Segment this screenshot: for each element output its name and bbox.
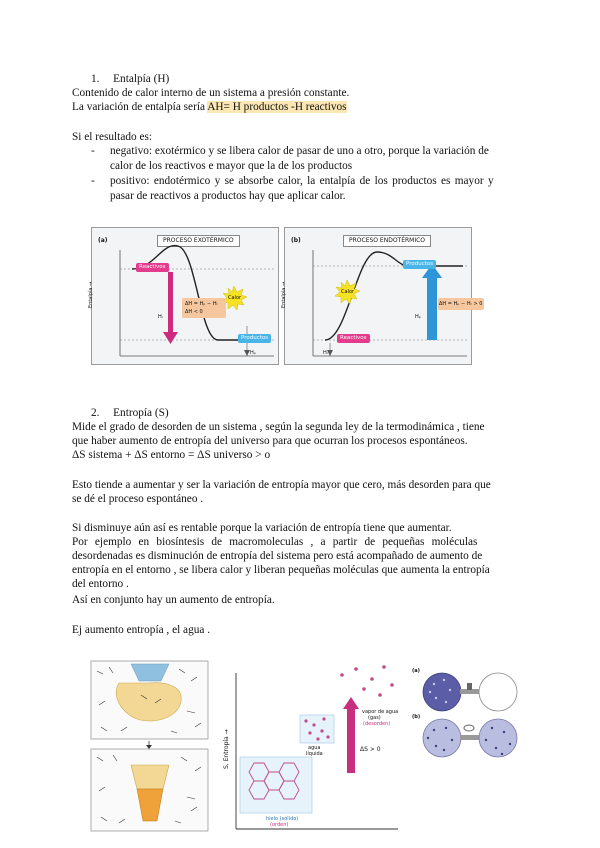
list-item: [91, 174, 528, 203]
reactants-box: Reactivos: [337, 334, 370, 343]
panel-b-tag: (b): [291, 237, 301, 244]
molecular-panels: [91, 661, 208, 831]
example-line2: desordenadas es disminución de entropía del sistema pero está acompañado de aumento de: [72, 550, 483, 562]
exothermic-title: PROCESO EXOTÉRMICO: [157, 235, 240, 247]
section1-number: 1.: [91, 73, 100, 85]
energy-curve: [132, 246, 270, 340]
bullet-marker: -: [91, 175, 95, 187]
delta-s-label: ΔS > 0: [360, 746, 381, 753]
endothermic-title: PROCESO ENDOTÉRMICO: [343, 235, 431, 247]
y-axis-label: Entalpía →: [281, 281, 287, 308]
enthalpy-variation-prefix: La variación de entalpía sería: [72, 101, 208, 113]
delta-h-positive: ΔH = Hₚ − Hᵣ > 0: [439, 301, 483, 307]
bullet-negative-line1: negativo: exotérmico y se libera calor de pasar de uno a otro, porque la variación de: [110, 145, 489, 157]
list-item: [91, 144, 528, 173]
enthalpy-definition: Contenido de calor interno de un sistema a presión constante.: [72, 87, 350, 99]
section1-title: Entalpía (H): [113, 73, 170, 85]
bullet-list: [91, 144, 528, 204]
hp-label: Hₚ: [250, 350, 256, 356]
heat-label: Calor: [228, 295, 242, 301]
liquid-label-2: líquida: [306, 751, 323, 757]
entropy-chart: [222, 659, 400, 837]
delta-h-equation: ΔH = Hₚ − Hᵣ: [185, 301, 218, 307]
products-box: Productos: [403, 260, 436, 269]
flask-diagrams: [412, 668, 524, 764]
entropy-tendency-line2: se dé el proceso espontáneo .: [72, 493, 204, 505]
delta-h-negative: ΔH < 0: [185, 309, 203, 315]
flask-b-tag: (b): [412, 714, 421, 720]
water-example: Ej aumento entropía , el agua .: [72, 624, 211, 636]
hr-label: Hᵣ: [323, 350, 329, 356]
vapor-label: vapor de agua: [362, 709, 399, 715]
section2-heading: [91, 406, 169, 421]
example-line4: del entorno .: [72, 578, 129, 590]
section1-heading: [91, 72, 169, 87]
flask-illustration: [412, 668, 524, 764]
section2-title: Entropía (S): [113, 407, 169, 419]
molecules-illustration: [91, 661, 208, 831]
y-axis-label: S, Entropía →: [223, 729, 230, 769]
vapor-molecules: [340, 665, 394, 697]
entropy-decrease-note: Si disminuye aún así es rentable porque la variación de entropía tiene que aumentar.: [72, 522, 452, 534]
reactants-box: Reactivos: [136, 263, 169, 272]
exothermic-arrow-shaft: [168, 272, 173, 332]
section2-number: 2.: [91, 407, 100, 419]
bullet-negative-line2: calor de los reactivos e mayor que la de los productos: [110, 159, 353, 172]
example-line3: entropía en el entorno , se libera calor y liberan pequeñas moléculas que aumenta la entropía: [72, 564, 490, 576]
hr-label: Hᵣ: [158, 314, 164, 320]
bullet-marker: -: [91, 145, 95, 157]
overall-increase: Así en conjunto hay un aumento de entropía.: [72, 594, 275, 606]
example-line1: Por ejemplo en biosíntesis de macromoleculas , a partir de pequeñas moléculas: [72, 536, 478, 548]
exothermic-panel: [88, 227, 279, 365]
entropy-definition-line1: Mide el grado de desorden de un sistema , según la segunda ley de la termodinámica , tiene: [72, 421, 485, 433]
endothermic-diagram: [285, 228, 471, 364]
bullet-positive-line1: positivo: endotérmico y se absorbe calor, la entalpía de los productos es mayor y: [110, 175, 494, 187]
heat-label: Calor: [341, 289, 355, 295]
entropy-formula: ΔS sistema + ΔS entorno = ΔS universo > o: [72, 449, 271, 461]
enthalpy-variation: [72, 100, 347, 115]
exothermic-arrow-head: [163, 332, 178, 344]
endothermic-panel: [281, 227, 483, 365]
delta-s-arrow-head: [343, 697, 359, 709]
flask-a-tag: (a): [412, 668, 420, 674]
delta-s-arrow-shaft: [347, 709, 355, 773]
vapor-gas-label: (gas): [368, 715, 381, 721]
ice-box: [240, 757, 312, 813]
y-axis-label: Entalpía →: [88, 281, 94, 308]
ice-label: hielo (sólido): [266, 816, 299, 822]
liquid-label: agua: [308, 745, 321, 751]
vapor-disorder-label: (desorden): [363, 721, 391, 727]
hp-label: Hₚ: [415, 314, 421, 320]
entropy-tendency-line1: Esto tiende a aumentar y ser la variación de entropía mayor que cero, más desorden para que: [72, 479, 491, 491]
enthalpy-formula-highlight: AH= H productos -H reactivos: [207, 101, 347, 113]
endothermic-arrow-shaft: [427, 278, 437, 340]
products-box: Productos: [238, 334, 271, 343]
panel-a-tag: (a): [98, 237, 108, 244]
exothermic-diagram: [92, 228, 278, 364]
bullet-positive-line2: pasar de reactivos a productos hay que aplicar calor.: [110, 189, 346, 202]
entropy-definition-line2: que haber aumento de entropía del universo para que ocurran los procesos espontáneos.: [72, 435, 468, 447]
ice-order-label: (orden): [270, 822, 289, 828]
result-intro: Si el resultado es:: [72, 131, 153, 143]
